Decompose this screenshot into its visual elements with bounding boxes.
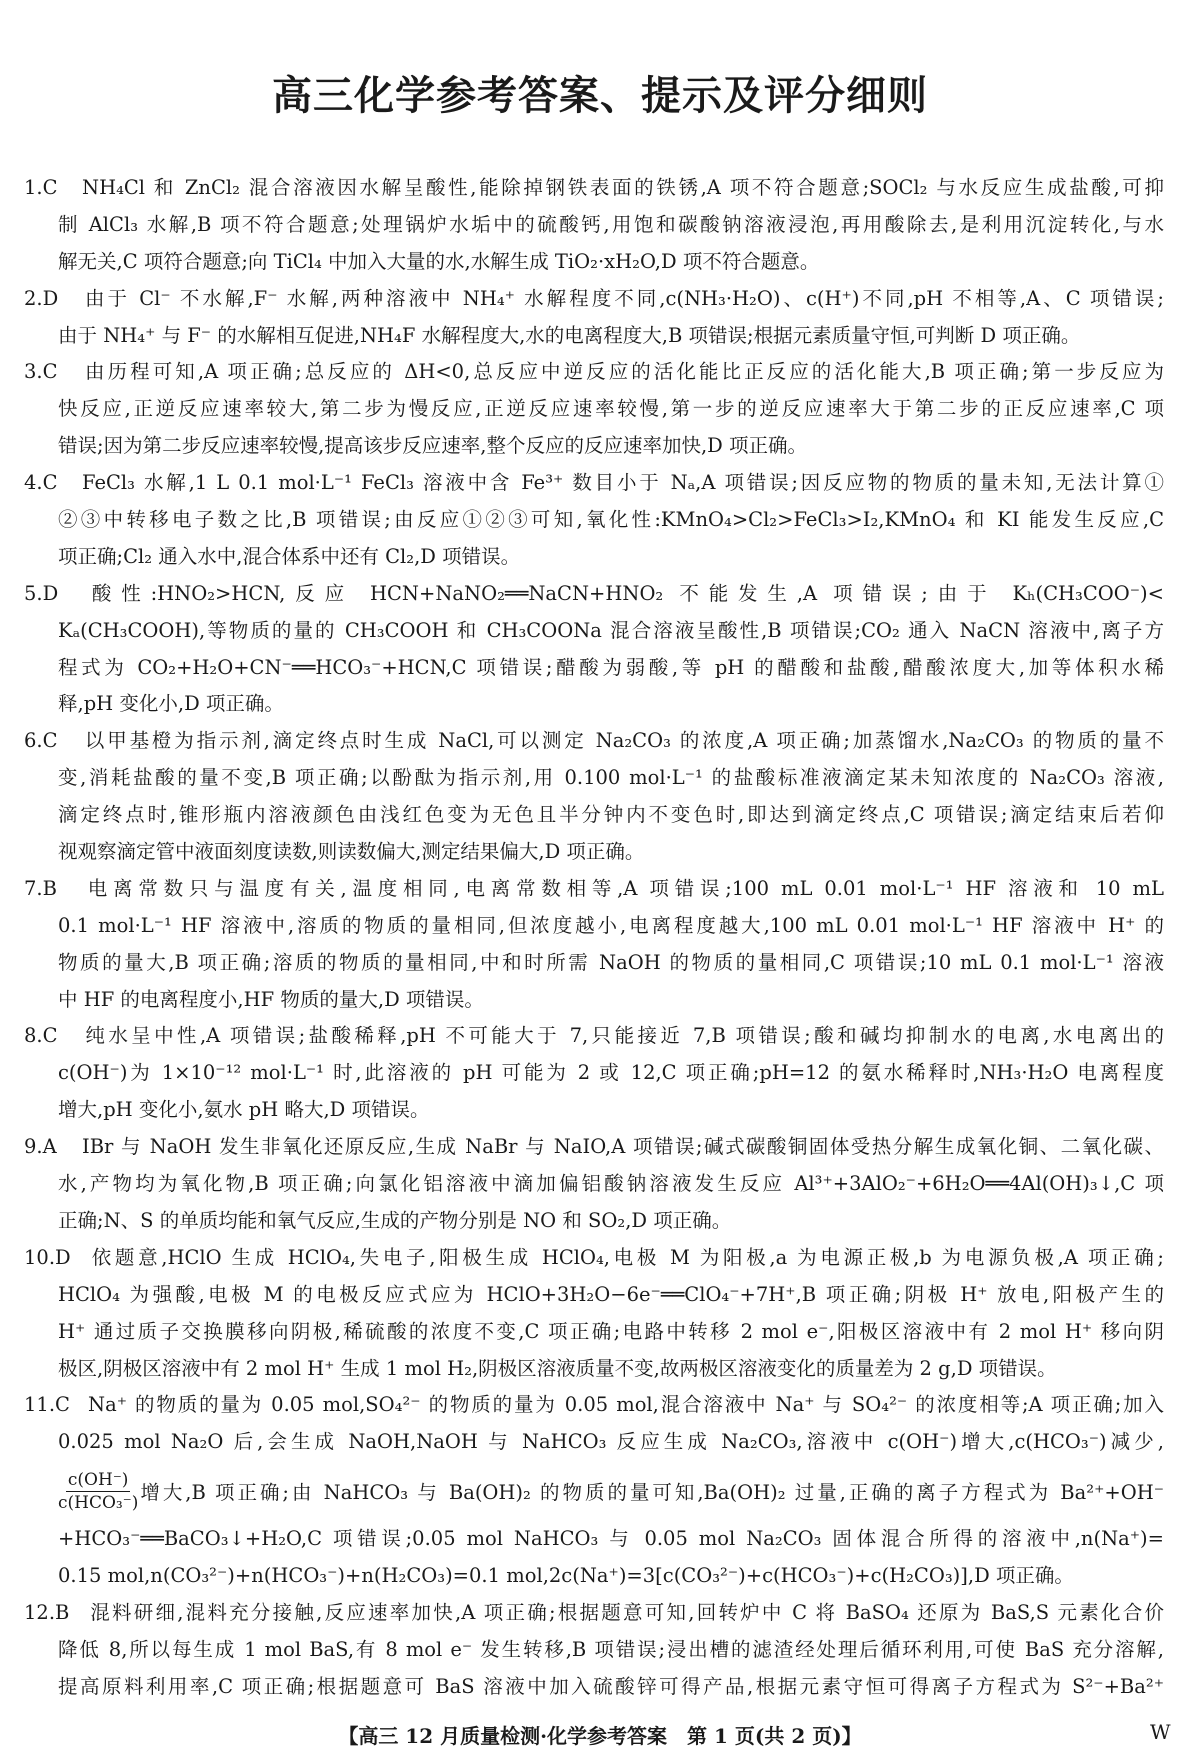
answer-text: Na⁺ 的物质的量为 0.05 mol,SO₄²⁻ 的物质的量为 0.05 mol,混合溶液中 Na⁺ 与 SO₄²⁻ 的浓度相等;A 项正确;加入 [88, 1393, 1164, 1417]
answer-line: 程式为 CO₂+H₂O+CN⁻══HCO₃⁻+HCN,C 项错误;醋酸为弱酸,等 pH 的醋酸和盐酸,醋酸浓度大,加等体积水稀 [58, 655, 1164, 679]
answer-number: 7.B [24, 876, 57, 900]
answer-line: HClO₄ 为强酸,电极 M 的电极反应式应为 HClO+3H₂O−6e⁻══ClO₄⁻+7H⁺,B 项正确;阴极 H⁺ 放电,阳极产生的 [58, 1282, 1164, 1306]
answer-text: IBr 与 NaOH 发生非氧化还原反应,生成 NaBr 与 NaIO,A 项错误;碱式碳酸铜固体受热分解生成氧化铜、二氧化碳、 [82, 1135, 1164, 1159]
answer-number: 2.D [24, 286, 59, 310]
answer-item [24, 1387, 1164, 1595]
fraction [58, 1469, 138, 1514]
answer-line [24, 354, 1164, 391]
answer-line: 极区,阴极区溶液中有 2 mol H⁺ 生成 1 mol H₂,阴极区溶液质量不变,故两极区溶液变化的质量差为 2 g,D 项错误。 [58, 1356, 1057, 1380]
answer-line: 错误;因为第二步反应速率较慢,提高该步反应速率,整个反应的反应速率加快,D 项正确。 [58, 434, 807, 458]
answer-text: 电离常数只与温度有关,温度相同,电离常数相等,A 项错误;100 mL 0.01 mol·L⁻¹ HF 溶液和 10 mL [82, 876, 1164, 900]
corner-mark: W [1150, 1720, 1171, 1744]
answer-text: 以甲基橙为指示剂,滴定终点时生成 NaCl,可以测定 Na₂CO₃ 的浓度,A 项正确;加蒸馏水,Na₂CO₃ 的物质的量不 [82, 729, 1164, 753]
answer-line: 降低 8,所以每生成 1 mol BaS,有 8 mol e⁻ 发生转移,B 项错误;浸出槽的滤渣经处理后循环利用,可使 BaS 充分溶解, [58, 1637, 1164, 1661]
answer-item [24, 723, 1164, 871]
answer-number: 4.C [24, 471, 58, 495]
answer-line: 由于 NH₄⁺ 与 F⁻ 的水解相互促进,NH₄F 水解程度大,水的电离程度大,B 项错误;根据元素质量守恒,可判断 D 项正确。 [58, 323, 1081, 347]
answer-line [24, 1018, 1164, 1055]
page-title: 高三化学参考答案、提示及评分细则 [272, 72, 928, 119]
answer-number: 9.A [24, 1135, 57, 1159]
answer-line: 快反应,正逆反应速率较大,第二步为慢反应,正逆反应速率较慢,第一步的逆反应速率大于第二步的正反应速率,C 项 [58, 397, 1164, 421]
answer-text: 由于 Cl⁻ 不水解,F⁻ 水解,两种溶液中 NH₄⁺ 水解程度不同,c(NH₃·H₂O)、c(H⁺)不同,pH 不相等,A、C 项错误; [82, 286, 1164, 310]
answer-line: H⁺ 通过质子交换膜移向阴极,稀硫酸的浓度不变,C 项正确;电路中转移 2 mol e⁻,阳极区溶液中有 2 mol H⁺ 移向阴 [58, 1319, 1164, 1343]
answer-number: 5.D [24, 581, 59, 605]
answer-line [24, 1129, 1164, 1166]
answer-item [24, 1018, 1164, 1129]
answer-line: 中 HF 的电离程度小,HF 物质的量大,D 项错误。 [58, 987, 484, 1011]
answer-number: 8.C [24, 1024, 58, 1048]
answer-line [24, 465, 1164, 502]
answer-text: FeCl₃ 水解,1 L 0.1 mol·L⁻¹ FeCl₃ 溶液中含 Fe³⁺ 数目小于 Nₐ,A 项错误;因反应物的物质的量未知,无法计算① [82, 471, 1164, 495]
answer-number: 3.C [24, 360, 58, 384]
answer-line [24, 281, 1164, 318]
answer-line [24, 723, 1164, 760]
answer-text: NH₄Cl 和 ZnCl₂ 混合溶液因水解呈酸性,能除掉钢铁表面的铁锈,A 项不符合题意;SOCl₂ 与水反应生成盐酸,可抑 [82, 176, 1164, 199]
answer-line: 0.15 mol,n(CO₃²⁻)+n(HCO₃⁻)+n(H₂CO₃)=0.1 mol,2c(Na⁺)=3[c(CO₃²⁻)+c(HCO₃⁻)+c(H₂CO₃)],D 项正确。 [58, 1564, 1074, 1588]
answer-item [24, 576, 1164, 724]
answer-line: ②③中转移电子数之比,B 项错误;由反应①②③可知,氧化性:KMnO₄>Cl₂>FeCl₃>I₂,KMnO₄ 和 KI 能发生反应,C [58, 508, 1164, 532]
answer-item [24, 871, 1164, 1019]
answer-line: 水,产物均为氧化物,B 项正确;向氯化铝溶液中滴加偏铝酸钠溶液发生反应 Al³⁺+3AlO₂⁻+6H₂O══4Al(OH)₃↓,C 项 [58, 1172, 1164, 1196]
answer-line: 提高原料利用率,C 项正确;根据题意可 BaS 溶液中加入硫酸锌可得产品,根据元素守恒可得离子方程式为 S²⁻+Ba²⁺ [58, 1674, 1164, 1698]
answer-line: 解无关,C 项符合题意;向 TiCl₄ 中加入大量的水,水解生成 TiO₂·xH₂O,D 项不符合题意。 [58, 249, 820, 273]
answer-text: 依题意,HClO 生成 HClO₄,失电子,阳极生成 HClO₄,电极 M 为阳极,a 为电源正极,b 为电源负极,A 项正确; [88, 1245, 1164, 1269]
answer-line [24, 1595, 1164, 1632]
answer-item [24, 1240, 1164, 1388]
answer-number: 10.D [24, 1245, 71, 1269]
answer-line: c(OH⁻)为 1×10⁻¹² mol·L⁻¹ 时,此溶液的 pH 可能为 2 或 12,C 项正确;pH=12 的氨水稀释时,NH₃·H₂O 电离程度 [58, 1061, 1164, 1085]
answer-item [24, 170, 1164, 281]
answer-text: 增大,B 项正确;由 NaHCO₃ 与 Ba(OH)₂ 的物质的量可知,Ba(OH)₂ 过量,正确的离子方程式为 Ba²⁺+OH⁻ [140, 1481, 1164, 1505]
fraction-denominator: c(HCO₃⁻) [58, 1492, 139, 1513]
answer-line: 0.025 mol Na₂O 后,会生成 NaOH,NaOH 与 NaHCO₃ 反应生成 Na₂CO₃,溶液中 c(OH⁻)增大,c(HCO₃⁻)减少, [58, 1430, 1164, 1454]
answer-line: 增大,pH 变化小,氨水 pH 略大,D 项错误。 [58, 1098, 430, 1122]
answer-item [24, 1595, 1164, 1706]
answer-line: 制 AlCl₃ 水解,B 项不符合题意;处理锅炉水垢中的硫酸钙,用饱和碳酸钠溶液浸泡,再用酸除去,是利用沉淀转化,与水 [58, 212, 1164, 236]
answer-line: 视观察滴定管中液面刻度读数,则读数偏大,测定结果偏大,D 项正确。 [58, 840, 645, 864]
answer-text: 由历程可知,A 项正确;总反应的 ΔH<0,总反应中逆反应的活化能比正反应的活化能大,B 项正确;第一步反应为 [82, 360, 1164, 384]
fraction-line [24, 1461, 1164, 1521]
answer-line: Kₐ(CH₃COOH),等物质的量的 CH₃COOH 和 CH₃COONa 混合溶液呈酸性,B 项错误;CO₂ 通入 NaCN 溶液中,离子方 [58, 618, 1164, 642]
answer-number: 1.C [24, 176, 58, 199]
answer-line: 物质的量大,B 项正确;溶质的物质的量相同,中和时所需 NaOH 的物质的量相同,C 项错误;10 mL 0.1 mol·L⁻¹ 溶液 [58, 950, 1164, 974]
answer-number: 6.C [24, 729, 58, 753]
answer-text: 酸性:HNO₂>HCN,反应 HCN+NaNO₂══NaCN+HNO₂ 不能发生,A 项错误;由于 Kₕ(CH₃COO⁻)< [82, 581, 1164, 605]
answer-item [24, 281, 1164, 355]
answer-number: 12.B [24, 1600, 70, 1624]
answer-line [24, 170, 1164, 207]
page-footer: 【高三 12 月质量检测·化学参考答案 第 1 页(共 2 页)】 [338, 1724, 862, 1748]
answer-list [24, 170, 1164, 1706]
answer-line: 变,消耗盐酸的量不变,B 项正确;以酚酞为指示剂,用 0.100 mol·L⁻¹ 的盐酸标准液滴定某未知浓度的 Na₂CO₃ 溶液, [58, 766, 1164, 790]
answer-text: 纯水呈中性,A 项错误;盐酸稀释,pH 不可能大于 7,只能接近 7,B 项错误;酸和碱均抑制水的电离,水电离出的 [82, 1024, 1164, 1048]
answer-item [24, 354, 1164, 465]
answer-text: 混料研细,混料充分接触,反应速率加快,A 项正确;根据题意可知,回转炉中 C 将 BaSO₄ 还原为 BaS,S 元素化合价 [88, 1600, 1164, 1624]
answer-item [24, 1129, 1164, 1240]
answer-line [24, 1240, 1164, 1277]
answer-item [24, 465, 1164, 576]
answer-line: 项正确;Cl₂ 通入水中,混合体系中还有 Cl₂,D 项错误。 [58, 544, 521, 568]
answer-line: 滴定终点时,锥形瓶内溶液颜色由浅红色变为无色且半分钟内不变色时,即达到滴定终点,C 项错误;滴定结束后若仰 [58, 803, 1164, 827]
fraction-numerator: c(OH⁻) [67, 1469, 129, 1490]
answer-line: 0.1 mol·L⁻¹ HF 溶液中,溶质的物质的量相同,但浓度越小,电离程度越大,100 mL 0.01 mol·L⁻¹ HF 溶液中 H⁺ 的 [58, 913, 1164, 937]
answer-number: 11.C [24, 1393, 70, 1417]
answer-line: 释,pH 变化小,D 项正确。 [58, 692, 284, 716]
answer-line [24, 1387, 1164, 1424]
answer-line: 正确;N、S 的单质均能和氧气反应,生成的产物分别是 NO 和 SO₂,D 项正确。 [58, 1208, 732, 1232]
answer-line [24, 576, 1164, 613]
answer-line [24, 871, 1164, 908]
answer-line: +HCO₃⁻══BaCO₃↓+H₂O,C 项错误;0.05 mol NaHCO₃ 与 0.05 mol Na₂CO₃ 固体混合所得的溶液中,n(Na⁺)= [58, 1527, 1164, 1551]
